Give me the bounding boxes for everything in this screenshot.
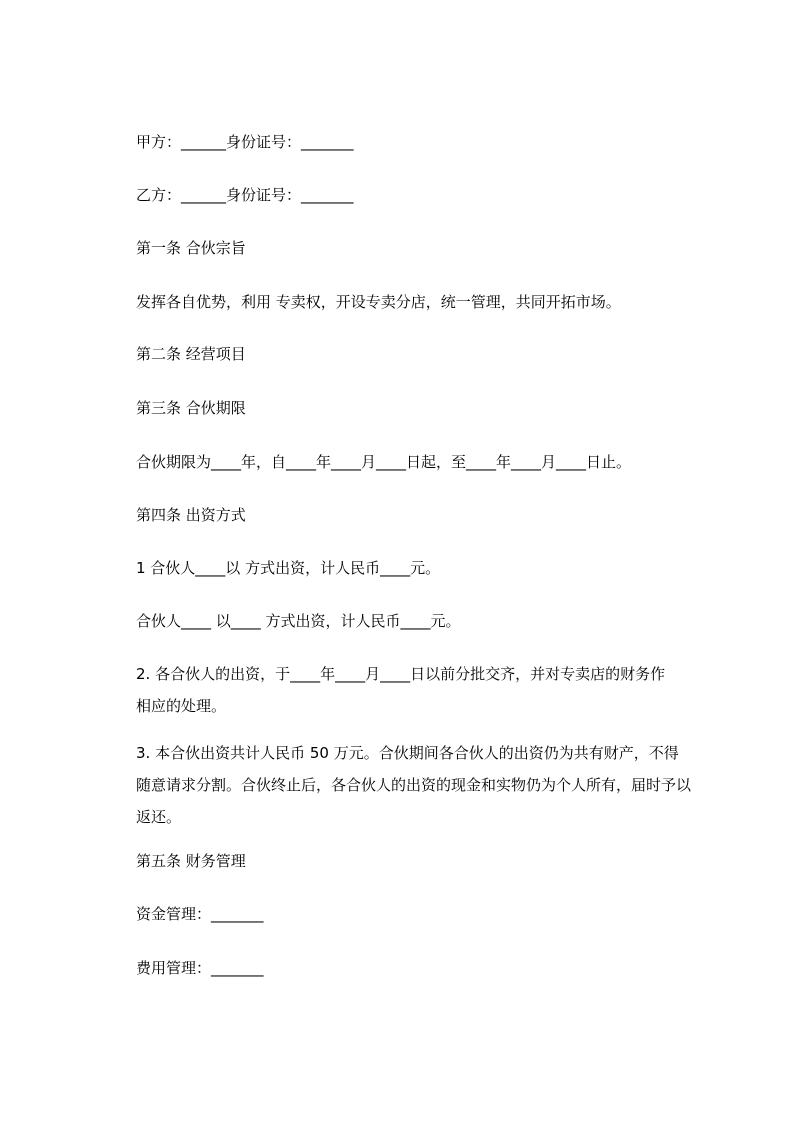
article-5-expense-management: 费用管理：_______ xyxy=(136,959,264,977)
article-4-item-2 xyxy=(136,658,716,722)
article-4-item-3-line-3: 返还。 xyxy=(136,808,182,826)
article-5-fund-management: 资金管理：_______ xyxy=(136,905,264,923)
article-4-item-3-line-1: 3. 本合伙出资共计人民币 50 万元。合伙期间各合伙人的出资仍为共有财产，不得 xyxy=(136,744,679,762)
article-3-body: 合伙期限为____年，自____年____月____日起，至____年____月____日止。 xyxy=(136,453,632,471)
article-5-title: 第五条 财务管理 xyxy=(136,852,246,870)
article-4-item-2-line-2: 相应的处理。 xyxy=(136,697,227,715)
article-4-item-1: 1 合伙人____以 方式出资，计人民币____元。 xyxy=(136,559,441,577)
article-3-title: 第三条 合伙期限 xyxy=(136,399,246,417)
article-4-title: 第四条 出资方式 xyxy=(136,506,246,524)
article-1-body: 发挥各自优势，利用 专卖权，开设专卖分店，统一管理，共同开拓市场。 xyxy=(136,293,621,311)
article-4-item-1b: 合伙人____ 以____ 方式出资，计人民币____元。 xyxy=(136,612,461,630)
article-1-title: 第一条 合伙宗旨 xyxy=(136,239,246,257)
party-b-line: 乙方：______身份证号：_______ xyxy=(136,186,354,204)
article-2-title: 第二条 经营项目 xyxy=(136,345,246,363)
article-4-item-3 xyxy=(136,737,716,833)
article-4-item-3-line-2: 随意请求分割。合伙终止后，各合伙人的出资的现金和实物仍为个人所有，届时予以 xyxy=(136,776,692,794)
article-4-item-2-line-1: 2. 各合伙人的出资，于____年____月____日以前分批交齐，并对专卖店的财务作 xyxy=(136,665,666,683)
party-a-line: 甲方：______身份证号：_______ xyxy=(136,133,354,151)
